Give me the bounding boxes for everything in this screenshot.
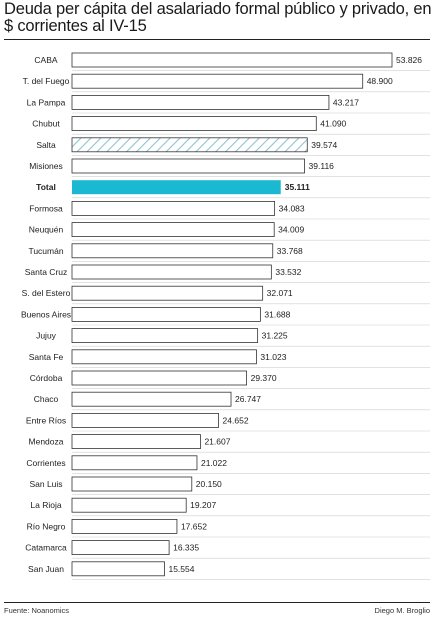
bar-misiones	[72, 159, 305, 173]
value-label-total: 35.111	[284, 182, 310, 193]
bar-salta	[72, 138, 307, 152]
bar-entre-rios	[72, 413, 219, 427]
category-label-chubut: Chubut	[32, 118, 60, 129]
bar-caba	[72, 53, 392, 67]
bar-san-luis	[72, 477, 192, 491]
bar-la-rioja	[72, 498, 186, 512]
value-label-rio-negro: 17.652	[180, 521, 207, 532]
value-label-la-pampa: 43.217	[332, 97, 359, 108]
bar-neuquen	[72, 223, 274, 237]
value-label-santa-fe: 31.023	[260, 351, 287, 362]
bar-chart	[0, 40, 436, 600]
chart-title: Deuda per cápita del asalariado formal público y privado, en $ corrientes al IV-15	[4, 0, 432, 35]
category-label-total: Total	[36, 182, 56, 193]
value-label-buenos-aires: 31.688	[264, 309, 291, 320]
category-label-t-del-fuego: T. del Fuego	[22, 76, 70, 87]
value-label-la-rioja: 19.207	[190, 500, 217, 511]
value-label-misiones: 39.116	[308, 161, 334, 171]
category-label-caba: CABA	[34, 55, 58, 65]
bar-jujuy	[72, 329, 258, 343]
bar-cordoba	[72, 371, 247, 385]
category-label-san-juan: San Juan	[28, 563, 64, 574]
category-label-mendoza: Mendoza	[28, 436, 64, 447]
value-label-san-luis: 20.150	[195, 479, 222, 489]
bar-rio-negro	[72, 519, 177, 533]
bar-corrientes	[72, 456, 197, 470]
author-credit: Diego M. Broglio	[374, 606, 430, 615]
value-label-entre-rios: 24.652	[222, 415, 249, 426]
category-label-misiones: Misiones	[29, 161, 63, 171]
category-label-corrientes: Corrientes	[26, 457, 66, 468]
bar-santa-cruz	[72, 265, 271, 279]
category-label-s-del-estero: S. del Estero	[21, 288, 71, 299]
value-label-san-juan: 15.554	[168, 563, 195, 574]
value-label-formosa: 34.083	[278, 203, 305, 214]
category-label-la-rioja: La Rioja	[30, 500, 62, 511]
category-label-catamarca: Catamarca	[25, 542, 67, 553]
value-label-caba: 53.826	[396, 55, 422, 65]
category-label-jujuy: Jujuy	[36, 330, 56, 341]
category-label-buenos-aires: Buenos Aires	[20, 309, 72, 320]
bar-tucuman	[72, 244, 273, 258]
value-label-cordoba: 29.370	[250, 373, 277, 383]
value-label-tucuman: 33.768	[276, 245, 303, 256]
value-label-santa-cruz: 33.532	[275, 267, 302, 277]
value-label-corrientes: 21.022	[200, 457, 227, 468]
category-label-tucuman: Tucumán	[28, 245, 64, 256]
category-label-salta: Salta	[36, 139, 56, 150]
value-label-chaco: 26.747	[235, 394, 262, 405]
bar-formosa	[72, 201, 275, 215]
bar-santa-fe	[72, 350, 256, 364]
value-label-neuquen: 34.009	[278, 224, 305, 235]
category-label-la-pampa: La Pampa	[26, 97, 66, 108]
bar-catamarca	[72, 541, 169, 555]
bar-t-del-fuego	[72, 74, 363, 88]
category-label-rio-negro: Río Negro	[26, 521, 66, 532]
category-label-formosa: Formosa	[29, 203, 63, 214]
bar-s-del-estero	[72, 286, 263, 300]
category-label-entre-rios: Entre Ríos	[25, 415, 67, 426]
bar-buenos-aires	[72, 307, 260, 321]
category-label-santa-cruz: Santa Cruz	[24, 267, 68, 277]
value-label-jujuy: 31.225	[261, 330, 288, 341]
bar-total	[72, 180, 281, 194]
category-label-neuquen: Neuquén	[28, 224, 64, 235]
bottom-rule	[4, 602, 430, 603]
bar-chaco	[72, 392, 231, 406]
bar-la-pampa	[72, 95, 329, 109]
value-label-salta: 39.574	[311, 139, 338, 150]
category-label-santa-fe: Santa Fe	[28, 351, 64, 362]
category-label-chaco: Chaco	[33, 394, 59, 405]
bar-san-juan	[72, 562, 164, 576]
bar-mendoza	[72, 435, 200, 449]
category-label-san-luis: San Luis	[29, 479, 63, 489]
value-label-chubut: 41.090	[320, 118, 347, 129]
source-note: Fuente: Noanomics	[4, 606, 70, 615]
value-label-mendoza: 21.607	[204, 436, 231, 447]
value-label-s-del-estero: 32.071	[266, 288, 293, 299]
category-label-cordoba: Córdoba	[29, 373, 63, 383]
value-label-catamarca: 16.335	[173, 542, 200, 553]
value-label-t-del-fuego: 48.900	[366, 76, 393, 87]
bar-chubut	[72, 117, 316, 131]
